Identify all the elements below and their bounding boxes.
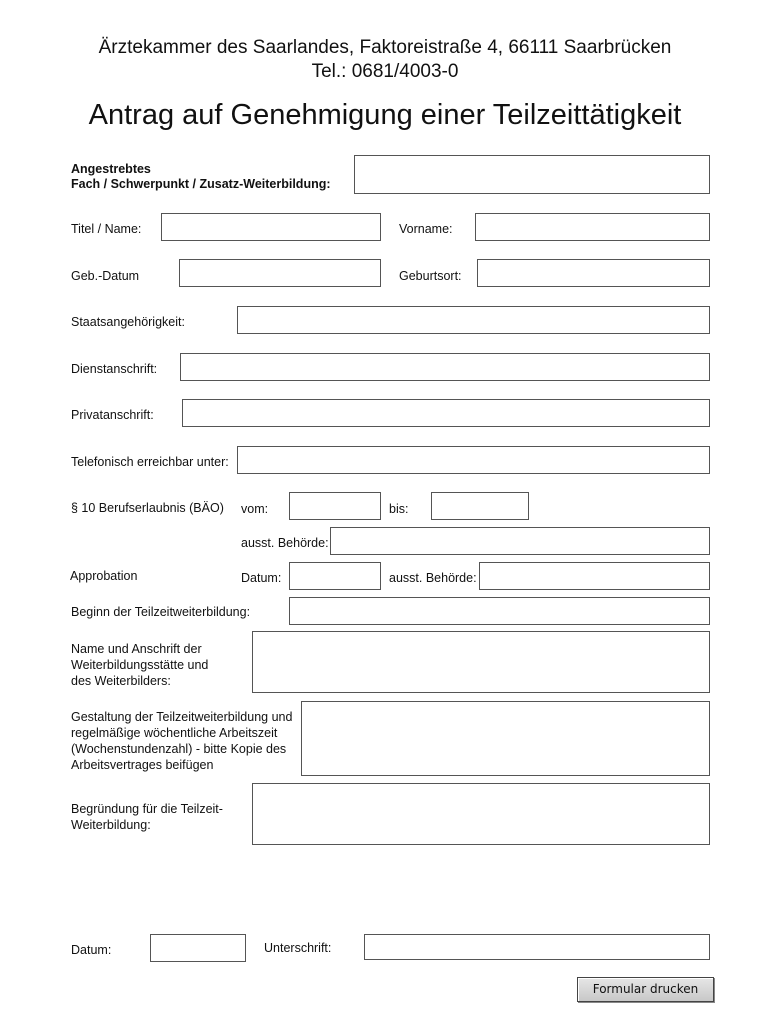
berufserlaubnis-vom-field[interactable] xyxy=(289,492,381,520)
begruendung-field[interactable] xyxy=(252,783,710,845)
label-ausst-behoerde-berufserlaubnis: ausst. Behörde: xyxy=(241,536,329,550)
label-telefon: Telefonisch erreichbar unter: xyxy=(71,455,229,469)
page-title: Antrag auf Genehmigung einer Teilzeittätigkeit xyxy=(88,99,682,131)
berufserlaubnis-bis-field[interactable] xyxy=(431,492,529,520)
header-line-address: Ärztekammer des Saarlandes, Faktoreistraße 4, 66111 Saarbrücken xyxy=(98,37,672,58)
label-datum: Datum: xyxy=(71,943,112,957)
label-geburtsort: Geburtsort: xyxy=(399,269,462,283)
label-unterschrift: Unterschrift: xyxy=(264,941,332,955)
privatanschrift-field[interactable] xyxy=(182,399,710,427)
label-staatsangehoerigkeit: Staatsangehörigkeit: xyxy=(71,315,185,329)
label-name-anschrift: Name und Anschrift der Weiterbildungsstätte und des Weiterbilders: xyxy=(71,642,209,688)
vorname-field[interactable] xyxy=(475,213,710,241)
ausst-behoerde-approbation-field[interactable] xyxy=(479,562,710,590)
label-dienstanschrift: Dienstanschrift: xyxy=(71,362,158,376)
label-approbation: Approbation xyxy=(70,569,138,583)
label-begruendung: Begründung für die Teilzeit-Weiterbildung: xyxy=(71,802,223,832)
geburtsort-field[interactable] xyxy=(477,259,710,287)
label-datum-approbation: Datum: xyxy=(241,571,282,585)
label-bis: bis: xyxy=(389,502,409,516)
datum-field[interactable] xyxy=(150,934,246,962)
label-titel-name: Titel / Name: xyxy=(71,222,142,236)
label-privatanschrift: Privatanschrift: xyxy=(71,408,154,422)
print-form-button[interactable]: Formular drucken xyxy=(577,977,714,1002)
geb-datum-field[interactable] xyxy=(179,259,381,287)
label-ausst-behoerde-approbation: ausst. Behörde: xyxy=(389,571,477,585)
label-fach-line1: Angestrebtes xyxy=(71,162,151,176)
ausst-behoerde-berufserlaubnis-field[interactable] xyxy=(330,527,710,555)
unterschrift-field[interactable] xyxy=(364,934,710,960)
label-geb-datum: Geb.-Datum xyxy=(71,269,140,283)
label-vom: vom: xyxy=(241,502,269,516)
telefon-field[interactable] xyxy=(237,446,710,474)
titel-name-field[interactable] xyxy=(161,213,381,241)
weiterbildungsstaette-field[interactable] xyxy=(252,631,710,693)
fach-field[interactable] xyxy=(354,155,710,194)
label-gestaltung: Gestaltung der Teilzeitweiterbildung und regelmäßige wöchentliche Arbeitszeit (Wochenstundenzahl) - bitte Kopie des Arbeitsvertrages beifügen xyxy=(71,710,293,772)
label-vorname: Vorname: xyxy=(399,222,453,236)
staatsangehoerigkeit-field[interactable] xyxy=(237,306,710,334)
dienstanschrift-field[interactable] xyxy=(180,353,710,381)
beginn-field[interactable] xyxy=(289,597,710,625)
label-beginn: Beginn der Teilzeitweiterbildung: xyxy=(71,605,251,619)
gestaltung-field[interactable] xyxy=(301,701,710,776)
approbation-datum-field[interactable] xyxy=(289,562,381,590)
label-fach-line2: Fach / Schwerpunkt / Zusatz-Weiterbildung: xyxy=(71,177,331,191)
label-berufserlaubnis: § 10 Berufserlaubnis (BÄO) xyxy=(71,501,224,515)
header-line-phone: Tel.: 0681/4003-0 xyxy=(311,61,459,82)
